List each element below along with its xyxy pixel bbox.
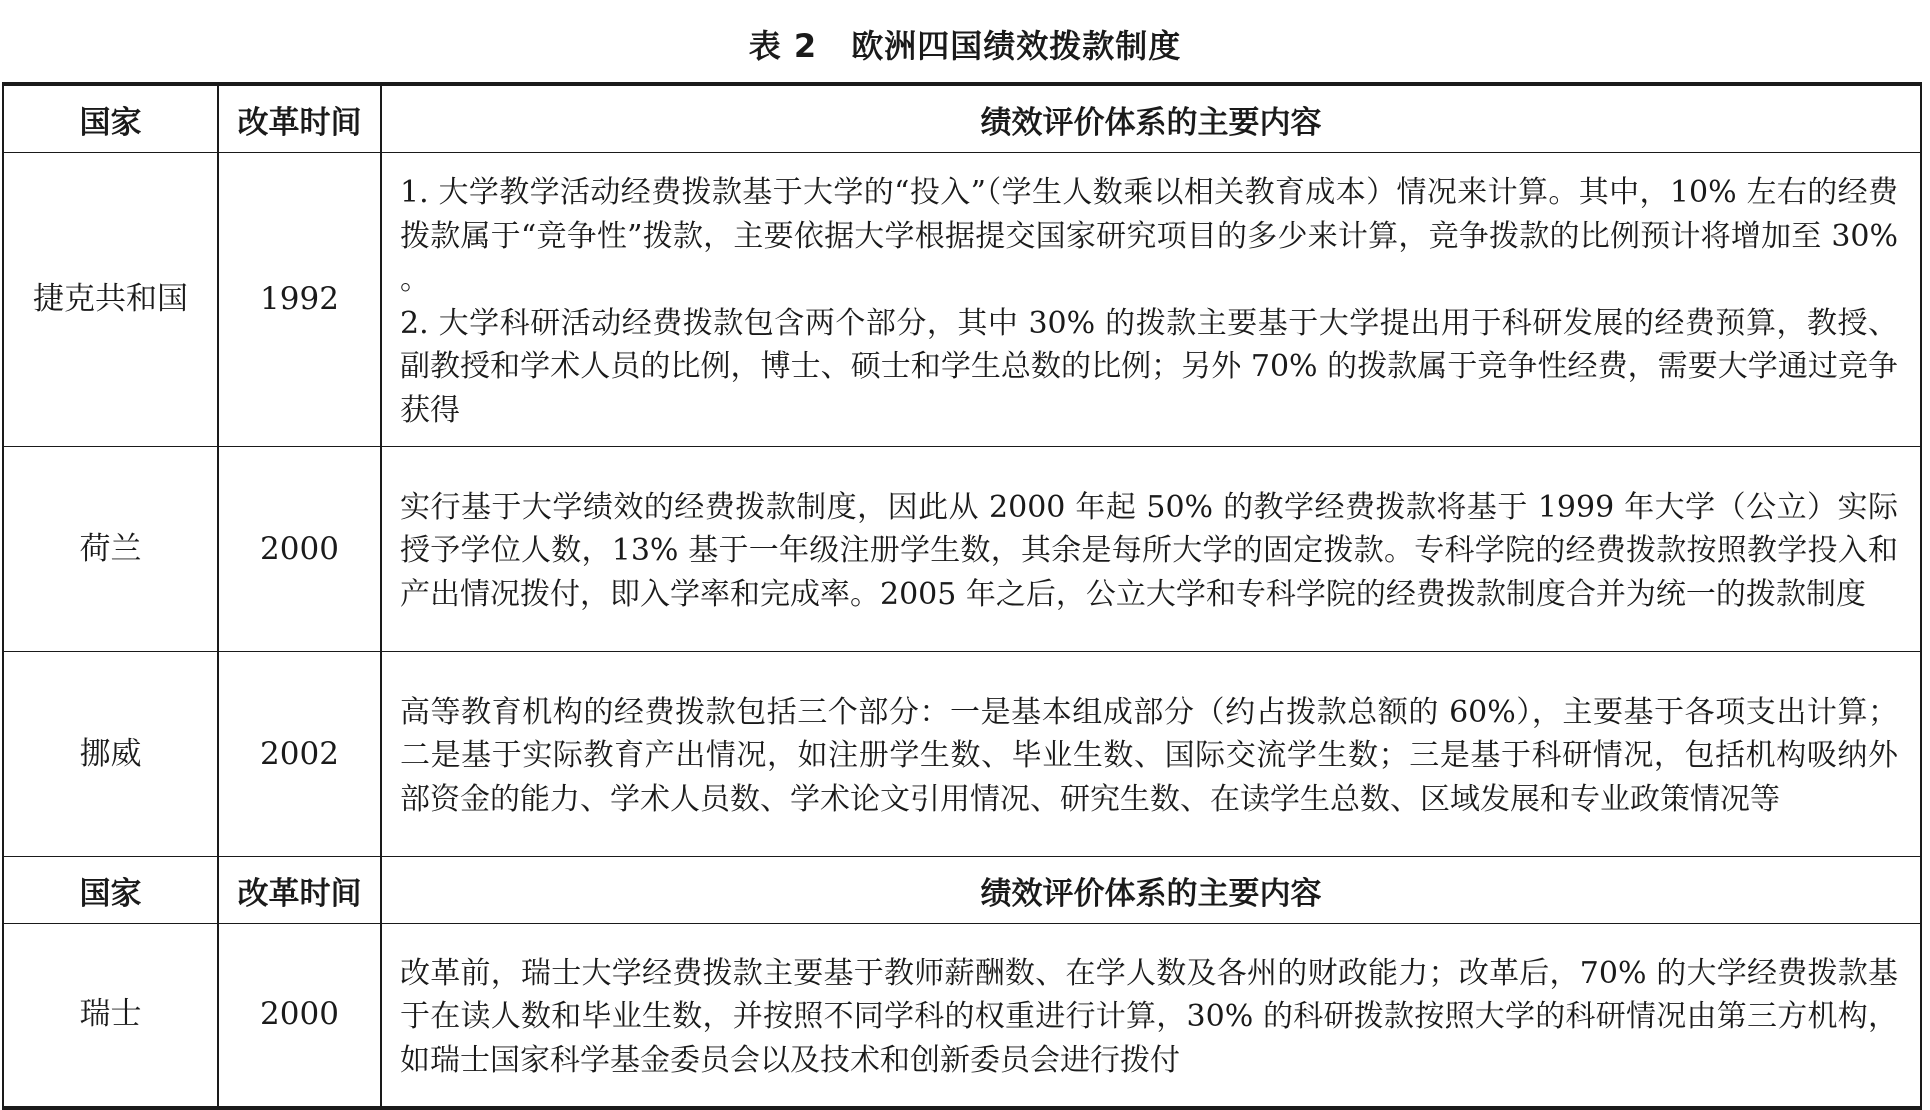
content-cell [381,447,1921,652]
content-paragraph: 改革前，瑞士大学经费拨款主要基于教师薪酬数、在学人数及各州的财政能力；改革后，70% 的大学经费拨款基于在读人数和毕业生数，并按照不同学科的权重进行计算，30% 的科研拨款按照大学的科研情况由第三方机构，如瑞士国家科学基金委员会以及技术和创新委员会进行拨付 [400,955,1898,1078]
header-reform-year: 改革时间 [218,86,381,153]
country-cell: 瑞士 [3,924,218,1106]
table-number: 表 2 [748,27,818,65]
header-country: 国家 [3,857,218,924]
country-cell: 荷兰 [3,447,218,652]
content-paragraph: 1. 大学教学活动经费拨款基于大学的“投入”（学生人数乘以相关教育成本）情况来计算。其中，10% 左右的经费拨款属于“竞争性”拨款，主要依据大学根据提交国家研究项目的多少来计算，竞争拨款的比例预计将增加至 30% 。 [400,175,1898,297]
year-cell: 2000 [218,924,381,1106]
year-cell: 2002 [218,652,381,857]
header-main-content: 绩效评价体系的主要内容 [381,857,1921,924]
content-paragraph: 2. 大学科研活动经费拨款包含两个部分，其中 30% 的拨款主要基于大学提出用于科研发展的经费预算，教授、副教授和学术人员的比例，博士、硕士和学生总数的比例；另外 70% 的拨款属于竞争性经费，需要大学通过竞争获得 [400,305,1898,428]
content-cell [381,652,1921,857]
content-paragraph: 高等教育机构的经费拨款包括三个部分：一是基本组成部分（约占拨款总额的 60%），主要基于各项支出计算；二是基于实际教育产出情况，如注册学生数、毕业生数、国际交流学生数；三是基于科研情况，包括机构吸纳外部资金的能力、学术人员数、学术论文引用情况、研究生数、在读学生总数、区域发展和专业政策情况等 [400,694,1898,817]
content-cell [381,153,1921,447]
table-caption [0,22,1930,70]
year-cell: 2000 [218,447,381,652]
table-row-norway [3,652,1921,857]
header-country: 国家 [3,86,218,153]
country-cell: 捷克共和国 [3,153,218,447]
country-cell: 挪威 [3,652,218,857]
table-grid [2,86,1922,1106]
header-row [3,86,1921,153]
repeat-header-row [3,857,1921,924]
year-cell: 1992 [218,153,381,447]
content-paragraph: 实行基于大学绩效的经费拨款制度，因此从 2000 年起 50% 的教学经费拨款将基于 1999 年大学（公立）实际授予学位人数，13% 基于一年级注册学生数，其余是每所大学的固定拨款。专科学院的经费拨款按照教学投入和产出情况拨付，即入学率和完成率。2005 年之后，公立大学和专科学院的经费拨款制度合并为统一的拨款制度 [400,489,1898,612]
content-cell [381,924,1921,1106]
table-row-netherlands [3,447,1921,652]
table-row-czech [3,153,1921,447]
table-row-switzerland [3,924,1921,1106]
header-main-content: 绩效评价体系的主要内容 [381,86,1921,153]
table-title: 欧洲四国绩效拨款制度 [851,27,1182,65]
header-reform-year: 改革时间 [218,857,381,924]
funding-table [2,82,1922,1110]
